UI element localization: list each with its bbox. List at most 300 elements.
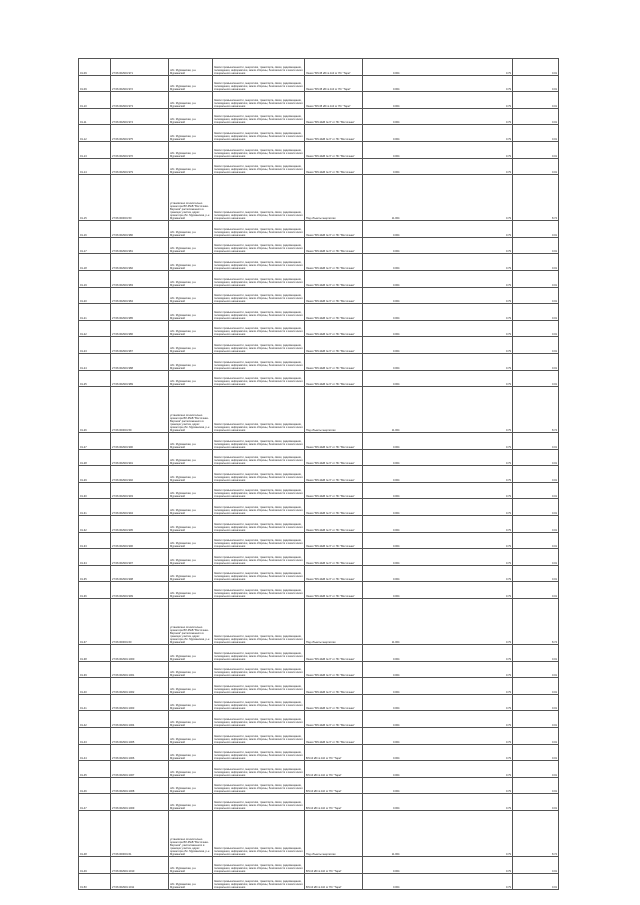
row-number: 01-09 <box>79 75 111 92</box>
empty-cell <box>401 387 463 433</box>
land-category: Земли промышленности, энергетики, транспорта, связи, радиовещания, телевидения, информатики, земли обороны, безопасности и земли иного специального назначения <box>213 221 305 238</box>
rate-value: 0.79 <box>463 661 513 678</box>
row-number: 01-41 <box>79 694 111 711</box>
row-number: 01-27 <box>79 433 111 450</box>
rate-value: 0.79 <box>463 565 513 582</box>
empty-cell <box>401 810 463 856</box>
location: обл. Мурманская, р-н Мурманский <box>169 59 213 76</box>
table-row <box>79 694 559 711</box>
table-row <box>79 678 559 695</box>
cadastral-number: 27:06:002901:972 <box>111 75 169 92</box>
cadastral-number: 27:06:000001:60 <box>111 599 169 645</box>
location: обл. Мурманская, р-н Мурманский <box>169 433 213 450</box>
cadastral-number: 27:06:002901:1001 <box>111 661 169 678</box>
land-category: Земли промышленности, энергетики, транспорта, связи, радиовещания, телевидения, информатики, земли обороны, безопасности и земли иного специального назначения <box>213 141 305 158</box>
rate-value: 0.79 <box>463 694 513 711</box>
cadastral-number: 27:06:002901:973 <box>111 92 169 109</box>
table-row <box>79 221 559 238</box>
permitted-use: ВЛ-10 кВ № 110 от ПС "Тарм" <box>305 873 363 890</box>
table-row <box>79 516 559 533</box>
table-row <box>79 777 559 794</box>
location: установлено относительно ориентира ВЛ-35кВ "Восточная-Верхняя" расположенного в границах участка, адрес ориентира обл. Мурманская, р-н Мурманский <box>169 175 213 221</box>
empty-cell <box>401 599 463 645</box>
cadastral-number: 27:06:002901:1003 <box>111 694 169 711</box>
empty-cell <box>401 125 463 142</box>
location: обл. Мурманская, р-н Мурманский <box>169 270 213 287</box>
rate-value: 0.79 <box>463 678 513 695</box>
area-value: 0.004 <box>363 565 401 582</box>
row-number: 01-39 <box>79 661 111 678</box>
amount-value: 0.01 <box>513 565 559 582</box>
table-row <box>79 856 559 873</box>
table-row <box>79 337 559 354</box>
rate-value: 0.79 <box>463 794 513 811</box>
permitted-use: Линия "ВЛ-10кВ № 6" от ПС "Восточная" <box>305 549 363 566</box>
permitted-use: Линия "ВЛ-10кВ № 6" от ПС "Восточная" <box>305 125 363 142</box>
row-number: 01-12 <box>79 125 111 142</box>
table-row <box>79 141 559 158</box>
rate-value: 0.79 <box>463 482 513 499</box>
permitted-use: Линия "ВЛ-10кВ № 6" от ПС "Восточная" <box>305 516 363 533</box>
row-number: 01-19 <box>79 270 111 287</box>
row-number: 01-17 <box>79 237 111 254</box>
amount-value: 0.01 <box>513 287 559 304</box>
land-category: Земли промышленности, энергетики, транспорта, связи, радиовещания, телевидения, информатики, земли обороны, безопасности и земли иного специального назначения <box>213 549 305 566</box>
row-number: 01-29 <box>79 466 111 483</box>
location: обл. Мурманская, р-н Мурманский <box>169 873 213 890</box>
land-category: Земли промышленности, энергетики, транспорта, связи, радиовещания, телевидения, информатики, земли обороны, безопасности и земли иного специального назначения <box>213 661 305 678</box>
area-value: 0.004 <box>363 270 401 287</box>
amount-value: 8.74 <box>513 810 559 856</box>
amount-value: 0.01 <box>513 254 559 271</box>
permitted-use: ВЛ-10 кВ № 110 от ПС "Тарм" <box>305 777 363 794</box>
table-row <box>79 549 559 566</box>
permitted-use: Под объекты энергетики <box>305 175 363 221</box>
area-value: 0.004 <box>363 158 401 175</box>
row-number: 01-30 <box>79 482 111 499</box>
amount-value: 0.01 <box>513 761 559 778</box>
table-row <box>79 599 559 645</box>
rate-value: 0.79 <box>463 175 513 221</box>
cadastral-number: 27:06:002901:1005 <box>111 728 169 745</box>
location: обл. Мурманская, р-н Мурманский <box>169 158 213 175</box>
amount-value: 0.01 <box>513 549 559 566</box>
row-number: 01-38 <box>79 645 111 662</box>
land-category: Земли промышленности, энергетики, транспорта, связи, радиовещания, телевидения, информатики, земли обороны, безопасности и земли иного специального назначения <box>213 777 305 794</box>
permitted-use: ВЛ-10 кВ № 110 от ПС "Тарм" <box>305 744 363 761</box>
amount-value: 0.01 <box>513 516 559 533</box>
area-value: 0.004 <box>363 694 401 711</box>
table-row <box>79 320 559 337</box>
location: обл. Мурманская, р-н Мурманский <box>169 466 213 483</box>
cadastral-number: 27:06:002901:1011 <box>111 873 169 890</box>
area-value: 0.004 <box>363 433 401 450</box>
cadastral-number: 27:06:000001:50 <box>111 175 169 221</box>
table-row <box>79 794 559 811</box>
amount-value: 0.01 <box>513 108 559 125</box>
amount-value: 0.01 <box>513 466 559 483</box>
permitted-use: Линия "ВЛ-10кВ № 6" от ПС "Восточная" <box>305 694 363 711</box>
row-number: 01-10 <box>79 92 111 109</box>
land-category: Земли промышленности, энергетики, транспорта, связи, радиовещания, телевидения, информатики, земли обороны, безопасности и земли иного специального назначения <box>213 175 305 221</box>
empty-cell <box>401 728 463 745</box>
row-number: 01-46 <box>79 777 111 794</box>
empty-cell <box>401 661 463 678</box>
location: обл. Мурманская, р-н Мурманский <box>169 856 213 873</box>
permitted-use: Линия "ВЛ-35 кВ № 110 от ПС "Тарм" <box>305 75 363 92</box>
empty-cell <box>401 761 463 778</box>
permitted-use: Линия "ВЛ-10кВ № 6" от ПС "Восточная" <box>305 304 363 321</box>
land-category: Земли промышленности, энергетики, транспорта, связи, радиовещания, телевидения, информатики, земли обороны, безопасности и земли иного специального назначения <box>213 856 305 873</box>
amount-value: 0.01 <box>513 711 559 728</box>
permitted-use: Под объекты энергетики <box>305 387 363 433</box>
land-category: Земли промышленности, энергетики, транспорта, связи, радиовещания, телевидения, информатики, земли обороны, безопасности и земли иного специального назначения <box>213 761 305 778</box>
location: обл. Мурманская, р-н Мурманский <box>169 549 213 566</box>
rate-value: 0.79 <box>463 287 513 304</box>
land-category: Земли промышленности, энергетики, транспорта, связи, радиовещания, телевидения, информатики, земли обороны, безопасности и земли иного специального назначения <box>213 711 305 728</box>
amount-value: 8.74 <box>513 175 559 221</box>
location: установлено относительно ориентира ВЛ-35кВ "Восточная-Верхняя", расположенного в границах участка, адрес ориентира обл. Мурманская, р-н Мурманский <box>169 810 213 856</box>
cadastral-number: 27:06:002901:981 <box>111 237 169 254</box>
row-number: 01-26 <box>79 387 111 433</box>
empty-cell <box>401 92 463 109</box>
empty-cell <box>401 482 463 499</box>
location: обл. Мурманская, р-н Мурманский <box>169 661 213 678</box>
rate-value: 0.79 <box>463 449 513 466</box>
location: обл. Мурманская, р-н Мурманский <box>169 370 213 387</box>
permitted-use: Линия "ВЛ-10кВ № 6" от ПС "Восточная" <box>305 449 363 466</box>
location: обл. Мурманская, р-н Мурманский <box>169 532 213 549</box>
table-row <box>79 582 559 599</box>
empty-cell <box>401 353 463 370</box>
empty-cell <box>401 794 463 811</box>
table-row <box>79 353 559 370</box>
land-category: Земли промышленности, энергетики, транспорта, связи, радиовещания, телевидения, информатики, земли обороны, безопасности и земли иного специального назначения <box>213 125 305 142</box>
area-value: 0.004 <box>363 75 401 92</box>
cadastral-number: 27:06:002901:1009 <box>111 794 169 811</box>
permitted-use: Линия "ВЛ-10кВ № 6" от ПС "Восточная" <box>305 237 363 254</box>
empty-cell <box>401 744 463 761</box>
location: обл. Мурманская, р-н Мурманский <box>169 221 213 238</box>
land-category: Земли промышленности, энергетики, транспорта, связи, радиовещания, телевидения, информатики, земли обороны, безопасности и земли иного специального назначения <box>213 582 305 599</box>
row-number: 01-28 <box>79 449 111 466</box>
permitted-use: Линия "ВЛ-10кВ № 6" от ПС "Восточная" <box>305 353 363 370</box>
empty-cell <box>401 678 463 695</box>
land-category: Земли промышленности, энергетики, транспорта, связи, радиовещания, телевидения, информатики, земли обороны, безопасности и земли иного специального назначения <box>213 337 305 354</box>
location: обл. Мурманская, р-н Мурманский <box>169 645 213 662</box>
amount-value: 0.01 <box>513 777 559 794</box>
permitted-use: Линия "ВЛ-10кВ № 6" от ПС "Восточная" <box>305 337 363 354</box>
amount-value: 0.01 <box>513 221 559 238</box>
location: обл. Мурманская, р-н Мурманский <box>169 125 213 142</box>
area-value: 0.004 <box>363 482 401 499</box>
cadastral-number: 27:06:002901:983 <box>111 270 169 287</box>
permitted-use: Линия "ВЛ-10кВ № 6" от ПС "Восточная" <box>305 221 363 238</box>
land-category: Земли промышленности, энергетики, транспорта, связи, радиовещания, телевидения, информатики, земли обороны, безопасности и земли иного специального назначения <box>213 873 305 890</box>
table-row <box>79 645 559 662</box>
area-value: 0.004 <box>363 582 401 599</box>
cadastral-number: 27:06:002901:975 <box>111 125 169 142</box>
table-row <box>79 387 559 433</box>
rate-value: 0.79 <box>463 237 513 254</box>
area-value: 0.004 <box>363 221 401 238</box>
row-number: 01-09 <box>79 59 111 76</box>
location: обл. Мурманская, р-н Мурманский <box>169 92 213 109</box>
cadastral-number: 27:06:002901:988 <box>111 353 169 370</box>
rate-value: 0.79 <box>463 744 513 761</box>
row-number: 01-42 <box>79 711 111 728</box>
area-value: 0.004 <box>363 499 401 516</box>
location: обл. Мурманская, р-н Мурманский <box>169 761 213 778</box>
rate-value: 0.79 <box>463 549 513 566</box>
cadastral-number: 27:06:002901:999 <box>111 582 169 599</box>
row-number: 01-18 <box>79 254 111 271</box>
location: обл. Мурманская, р-н Мурманский <box>169 75 213 92</box>
empty-cell <box>401 59 463 76</box>
area-value: 0.004 <box>363 678 401 695</box>
cadastral-number: 27:06:002901:986 <box>111 320 169 337</box>
area-value: 0.004 <box>363 108 401 125</box>
area-value: 0.004 <box>363 337 401 354</box>
cadastral-number: 27:06:002901:984 <box>111 287 169 304</box>
amount-value: 0.01 <box>513 337 559 354</box>
land-category: Земли промышленности, энергетики, транспорта, связи, радиовещания, телевидения, информатики, земли обороны, безопасности и земли иного специального назначения <box>213 304 305 321</box>
row-number: 01-50 <box>79 873 111 890</box>
empty-cell <box>401 75 463 92</box>
amount-value: 0.01 <box>513 582 559 599</box>
land-category: Земли промышленности, энергетики, транспорта, связи, радиовещания, телевидения, информатики, земли обороны, безопасности и земли иного специального назначения <box>213 320 305 337</box>
rate-value: 0.79 <box>463 387 513 433</box>
row-number: 01-43 <box>79 728 111 745</box>
area-value: 0.004 <box>363 744 401 761</box>
location: установлено относительно ориентира ВЛ-35кВ "Восточная-Верхняя" расположенного в границах участка, адрес ориентира обл. Мурманская, р-н Мурманский <box>169 387 213 433</box>
table-row <box>79 175 559 221</box>
location: обл. Мурманская, р-н Мурманский <box>169 287 213 304</box>
land-category: Земли промышленности, энергетики, транспорта, связи, радиовещания, телевидения, информатики, земли обороны, безопасности и земли иного специального назначения <box>213 694 305 711</box>
rate-value: 0.79 <box>463 320 513 337</box>
land-category: Земли промышленности, энергетики, транспорта, связи, радиовещания, телевидения, информатики, земли обороны, безопасности и земли иного специального назначения <box>213 387 305 433</box>
area-value: 11.004 <box>363 175 401 221</box>
location: обл. Мурманская, р-н Мурманский <box>169 108 213 125</box>
rate-value: 0.79 <box>463 761 513 778</box>
table-row <box>79 59 559 76</box>
rate-value: 0.79 <box>463 532 513 549</box>
empty-cell <box>401 141 463 158</box>
land-category: Земли промышленности, энергетики, транспорта, связи, радиовещания, телевидения, информатики, земли обороны, безопасности и земли иного специального назначения <box>213 270 305 287</box>
permitted-use: Линия "ВЛ-10кВ № 6" от ПС "Восточная" <box>305 728 363 745</box>
permitted-use: ВЛ-10 кВ № 110 от ПС "Тарм" <box>305 794 363 811</box>
table-row <box>79 270 559 287</box>
rate-value: 0.79 <box>463 466 513 483</box>
amount-value: 0.01 <box>513 678 559 695</box>
permitted-use: Под объекты энергетики <box>305 810 363 856</box>
empty-cell <box>401 221 463 238</box>
amount-value: 0.01 <box>513 645 559 662</box>
area-value: 11.004 <box>363 810 401 856</box>
rate-value: 0.79 <box>463 221 513 238</box>
table-row <box>79 565 559 582</box>
cadastral-number: 27:06:002901:1002 <box>111 678 169 695</box>
empty-cell <box>401 270 463 287</box>
cadastral-number: 27:06:002901:980 <box>111 221 169 238</box>
cadastral-number: 27:06:002901:1010 <box>111 856 169 873</box>
area-value: 0.004 <box>363 516 401 533</box>
cadastral-number: 27:06:002901:990 <box>111 433 169 450</box>
row-number: 01-14 <box>79 158 111 175</box>
empty-cell <box>401 320 463 337</box>
empty-cell <box>401 856 463 873</box>
area-value: 0.004 <box>363 141 401 158</box>
rate-value: 0.79 <box>463 125 513 142</box>
permitted-use: Линия "ВЛ-10кВ № 6" от ПС "Восточная" <box>305 141 363 158</box>
land-category: Земли промышленности, энергетики, транспорта, связи, радиовещания, телевидения, информатики, земли обороны, безопасности и земли иного специального назначения <box>213 728 305 745</box>
permitted-use: Линия "ВЛ-10кВ № 6" от ПС "Восточная" <box>305 532 363 549</box>
rate-value: 0.79 <box>463 711 513 728</box>
cadastral-number: 27:06:002901:971 <box>111 59 169 76</box>
row-number: 01-23 <box>79 337 111 354</box>
land-category: Земли промышленности, энергетики, транспорта, связи, радиовещания, телевидения, информатики, земли обороны, безопасности и земли иного специального назначения <box>213 353 305 370</box>
row-number: 01-47 <box>79 794 111 811</box>
amount-value: 0.01 <box>513 856 559 873</box>
area-value: 0.004 <box>363 794 401 811</box>
row-number: 01-24 <box>79 353 111 370</box>
cadastral-number: 27:06:002901:974 <box>111 108 169 125</box>
row-number: 01-37 <box>79 599 111 645</box>
rate-value: 0.79 <box>463 728 513 745</box>
cadastral-number: 27:06:002901:996 <box>111 532 169 549</box>
row-number: 01-33 <box>79 532 111 549</box>
table-row <box>79 761 559 778</box>
location: обл. Мурманская, р-н Мурманский <box>169 141 213 158</box>
cadastral-number: 27:06:002901:1000 <box>111 645 169 662</box>
cadastral-number: 27:06:002901:993 <box>111 482 169 499</box>
row-number: 01-20 <box>79 287 111 304</box>
row-number: 01-48 <box>79 810 111 856</box>
table-row <box>79 370 559 387</box>
rate-value: 0.79 <box>463 856 513 873</box>
area-value: 0.004 <box>363 254 401 271</box>
table-row <box>79 499 559 516</box>
area-value: 0.004 <box>363 59 401 76</box>
empty-cell <box>401 694 463 711</box>
cadastral-number: 27:06:002901:1007 <box>111 761 169 778</box>
location: обл. Мурманская, р-н Мурманский <box>169 678 213 695</box>
row-number: 01-16 <box>79 221 111 238</box>
permitted-use: Линия "ВЛ-10кВ № 6" от ПС "Восточная" <box>305 108 363 125</box>
rate-value: 0.79 <box>463 141 513 158</box>
amount-value: 8.74 <box>513 387 559 433</box>
table-row <box>79 711 559 728</box>
area-value: 0.004 <box>363 645 401 662</box>
empty-cell <box>401 304 463 321</box>
area-value: 0.004 <box>363 125 401 142</box>
location: обл. Мурманская, р-н Мурманский <box>169 254 213 271</box>
area-value: 0.004 <box>363 370 401 387</box>
empty-cell <box>401 158 463 175</box>
empty-cell <box>401 287 463 304</box>
area-value: 0.004 <box>363 549 401 566</box>
location: обл. Мурманская, р-н Мурманский <box>169 353 213 370</box>
permitted-use: Линия "ВЛ-10кВ № 6" от ПС "Восточная" <box>305 433 363 450</box>
permitted-use: Линия "ВЛ-10кВ № 6" от ПС "Восточная" <box>305 270 363 287</box>
empty-cell <box>401 237 463 254</box>
area-value: 0.004 <box>363 466 401 483</box>
row-number: 01-11 <box>79 108 111 125</box>
rate-value: 0.79 <box>463 353 513 370</box>
table-row <box>79 810 559 856</box>
area-value: 0.004 <box>363 777 401 794</box>
land-category: Земли промышленности, энергетики, транспорта, связи, радиовещания, телевидения, информатики, земли обороны, безопасности и земли иного специального назначения <box>213 532 305 549</box>
table-row <box>79 158 559 175</box>
cadastral-number: 27:06:002901:994 <box>111 499 169 516</box>
table-row <box>79 449 559 466</box>
empty-cell <box>401 499 463 516</box>
row-number: 01-31 <box>79 499 111 516</box>
rate-value: 0.79 <box>463 645 513 662</box>
land-category: Земли промышленности, энергетики, транспорта, связи, радиовещания, телевидения, информатики, земли обороны, безопасности и земли иного специального назначения <box>213 254 305 271</box>
land-category: Земли промышленности, энергетики, транспорта, связи, радиовещания, телевидения, информатики, земли обороны, безопасности и земли иного специального назначения <box>213 466 305 483</box>
rate-value: 0.79 <box>463 304 513 321</box>
area-value: 0.004 <box>363 761 401 778</box>
area-value: 0.004 <box>363 287 401 304</box>
area-value: 11.004 <box>363 387 401 433</box>
empty-cell <box>401 777 463 794</box>
cadastral-number: 27:06:002901:1006 <box>111 744 169 761</box>
empty-cell <box>401 711 463 728</box>
land-category: Земли промышленности, энергетики, транспорта, связи, радиовещания, телевидения, информатики, земли обороны, безопасности и земли иного специального назначения <box>213 449 305 466</box>
cadastral-number: 27:06:002901:991 <box>111 449 169 466</box>
land-category: Земли промышленности, энергетики, транспорта, связи, радиовещания, телевидения, информатики, земли обороны, безопасности и земли иного специального назначения <box>213 158 305 175</box>
empty-cell <box>401 254 463 271</box>
area-value: 0.004 <box>363 873 401 890</box>
cadastral-number: 27:06:002901:998 <box>111 565 169 582</box>
area-value: 0.004 <box>363 856 401 873</box>
row-number: 01-34 <box>79 549 111 566</box>
permitted-use: Линия "ВЛ-10кВ № 6" от ПС "Восточная" <box>305 565 363 582</box>
cadastral-number: 27:06:000001:59 <box>111 387 169 433</box>
cadastral-number: 27:06:002901:985 <box>111 304 169 321</box>
permitted-use: Линия "ВЛ-10кВ № 6" от ПС "Восточная" <box>305 661 363 678</box>
location: обл. Мурманская, р-н Мурманский <box>169 237 213 254</box>
cadastral-number: 27:06:002901:976 <box>111 141 169 158</box>
rate-value: 0.79 <box>463 92 513 109</box>
land-category: Земли промышленности, энергетики, транспорта, связи, радиовещания, телевидения, информатики, земли обороны, безопасности и земли иного специального назначения <box>213 237 305 254</box>
area-value: 0.004 <box>363 661 401 678</box>
location: обл. Мурманская, р-н Мурманский <box>169 582 213 599</box>
row-number: 01-44 <box>79 744 111 761</box>
amount-value: 0.01 <box>513 304 559 321</box>
amount-value: 0.01 <box>513 449 559 466</box>
cadastral-number: 27:06:002901:1008 <box>111 777 169 794</box>
area-value: 0.004 <box>363 711 401 728</box>
row-number: 01-40 <box>79 678 111 695</box>
rate-value: 0.79 <box>463 254 513 271</box>
land-category: Земли промышленности, энергетики, транспорта, связи, радиовещания, телевидения, информатики, земли обороны, безопасности и земли иного специального назначения <box>213 645 305 662</box>
rate-value: 0.79 <box>463 599 513 645</box>
amount-value: 0.01 <box>513 353 559 370</box>
permitted-use: Линия "ВЛ-10кВ № 6" от ПС "Восточная" <box>305 466 363 483</box>
area-value: 0.004 <box>363 532 401 549</box>
location: обл. Мурманская, р-н Мурманский <box>169 482 213 499</box>
rate-value: 0.79 <box>463 158 513 175</box>
land-category: Земли промышленности, энергетики, транспорта, связи, радиовещания, телевидения, информатики, земли обороны, безопасности и земли иного специального назначения <box>213 599 305 645</box>
permitted-use: Линия "ВЛ-10кВ № 6" от ПС "Восточная" <box>305 645 363 662</box>
amount-value: 0.01 <box>513 75 559 92</box>
permitted-use: Линия "ВЛ-10кВ № 6" от ПС "Восточная" <box>305 711 363 728</box>
amount-value: 0.01 <box>513 694 559 711</box>
location: установлено относительно ориентира ВЛ-35кВ "Восточная-Верхняя" расположенного в границах участка, адрес ориентира обл. Мурманская, р-н Мурманский <box>169 599 213 645</box>
amount-value: 0.01 <box>513 270 559 287</box>
